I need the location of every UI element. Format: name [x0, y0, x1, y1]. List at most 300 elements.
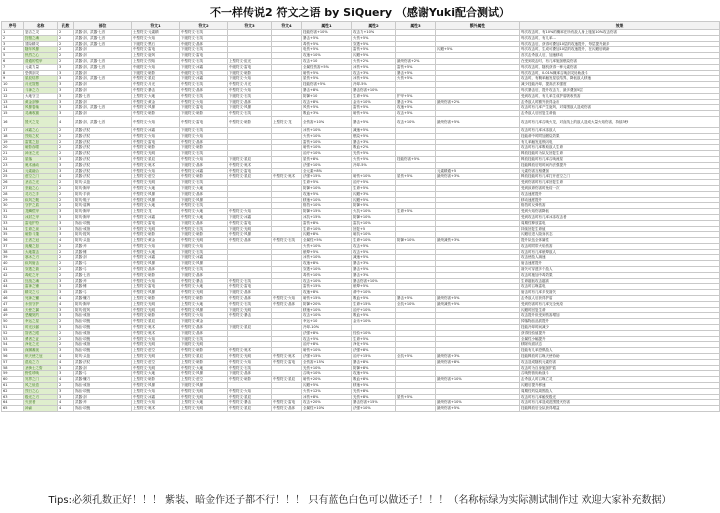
table-cell: 攻速+8% — [302, 290, 352, 296]
table-cell: 3 — [58, 168, 74, 174]
table-cell: 中型符文·火焰 — [132, 35, 180, 41]
runeword-name-cell: 烈焰之杖 — [24, 133, 58, 139]
table-cell: 41 — [2, 267, 24, 273]
table-cell: 暴击+3% — [352, 272, 396, 278]
table-cell: 光伤+8% — [352, 388, 396, 394]
table-cell: 12 — [2, 93, 24, 99]
table-cell: 下级符文·暗影 — [228, 70, 272, 76]
runeword-name-cell: 烈日之心 — [24, 388, 58, 394]
table-cell: 中型符文·火焰 — [180, 99, 228, 105]
table-cell: 中型符文·火焰 — [132, 168, 180, 174]
table-cell: 吸血+3% — [302, 111, 352, 117]
table-cell: 3 — [58, 220, 74, 226]
table-cell: 生命+5% — [302, 180, 352, 186]
table-cell: 饰品·项链 — [74, 319, 132, 325]
table-cell: 星伤+5% — [396, 174, 436, 180]
table-cell: 饰品·项链 — [74, 220, 132, 226]
table-cell: 攻击时有几率造成范围毁灭伤害 — [520, 400, 720, 406]
table-cell: 闪避+5% — [352, 197, 396, 203]
table-cell: 攻击使敌人减速 — [520, 255, 720, 261]
table-cell: 中型符文·暗影 — [132, 313, 180, 319]
table-cell: 8 — [2, 70, 24, 76]
table-cell: 下级符文·石英 — [180, 180, 228, 186]
table-cell: 防具·胸甲 — [74, 214, 132, 220]
table-cell: 2 — [58, 180, 74, 186]
runeword-name-cell: 毁灭之龙 — [24, 116, 58, 127]
table-cell: 中型符文·光明 — [132, 180, 180, 186]
table-cell: 下级符文·石英 — [180, 127, 228, 133]
table-cell: 40 — [2, 261, 24, 267]
runeword-name-cell: 狂战之魂 — [24, 278, 58, 284]
table-cell: 攻击时有几率眩晕敌人 — [520, 249, 720, 255]
table-cell: 全属性+10% — [302, 406, 352, 412]
table-cell: 武器·七首 — [74, 272, 132, 278]
runeword-name-cell: 雷电护符 — [24, 220, 58, 226]
table-cell: 全抗+10% — [396, 301, 436, 307]
table-cell: 中型符文·光明 — [132, 342, 180, 348]
runeword-name-cell: 狩猎之魂 — [24, 35, 58, 41]
table-cell: 中型符文·暗影 — [132, 145, 180, 151]
table-cell: 上型符文·星辰 — [180, 354, 228, 360]
table-cell: 下级符文·光明 — [228, 307, 272, 313]
table-cell: 饰品·戒指 — [74, 226, 132, 232]
tips-footer: Tips:必须孔数正好！！！ 紫装、暗金作还子都不行！！！ 只有蓝色白色可以做还子！！！（名称标绿为实际测试制作过 欢迎大家补充数据） — [48, 495, 672, 506]
table-cell: 下级符文·晶体 — [180, 162, 228, 168]
table-cell: 上型符文·光明 — [132, 354, 180, 360]
table-cell: 暴击伤害+10% — [352, 278, 396, 284]
runeword-name-cell: 净化之光 — [24, 342, 58, 348]
table-cell: 暗伤+10% — [352, 174, 396, 180]
table-cell: 3 — [58, 388, 74, 394]
table-cell: 防具·头盔 — [74, 354, 132, 360]
table-cell: 中型符文·奥术 — [132, 330, 180, 336]
table-cell: 中型符文·暗影 — [228, 377, 272, 383]
table-cell: 4 — [58, 400, 74, 406]
table-cell: 攻速+5% — [352, 371, 396, 377]
runeword-name-cell: 幸运之星 — [24, 319, 58, 325]
table-cell: 2 — [58, 330, 74, 336]
table-cell: 武器·法杖 — [74, 168, 132, 174]
runeword-name-cell: 黄金剑锋 — [24, 99, 58, 105]
table-cell: 28 — [2, 191, 24, 197]
table-cell: 攻击时召唤雷电 — [520, 284, 720, 290]
table-cell: 35 — [2, 232, 24, 238]
table-cell: 上型符文·黄金 — [132, 238, 180, 244]
table-cell: 防具·盾牌 — [74, 203, 132, 209]
runeword-name-cell: 龙鳞铠甲 — [24, 209, 58, 215]
table-cell: 23 — [2, 162, 24, 168]
table-cell: 中型符文·石英 — [272, 238, 302, 244]
table-cell: 暴击+5% — [352, 116, 396, 127]
table-cell: 每次攻击后，获得可叠加10层的攻速提升，每层提升最多 — [520, 41, 720, 47]
table-cell: 攻击+20% — [302, 400, 352, 406]
table-cell: 金币+10% — [352, 99, 396, 105]
table-cell: 中型符文·暗影 — [180, 296, 228, 302]
table-cell: 攻速+5% — [396, 105, 436, 111]
table-cell: 饰品·戒指 — [74, 383, 132, 389]
table-cell: 3 — [58, 307, 74, 313]
table-cell: 3 — [58, 105, 74, 111]
table-cell: 51 — [2, 325, 24, 331]
table-cell: 2 — [58, 243, 74, 249]
table-cell: 2 — [58, 267, 74, 273]
runeword-name-cell: 极光之刃 — [24, 394, 58, 400]
table-cell: 下级符文·石英 — [180, 35, 228, 41]
table-cell: 18 — [2, 133, 24, 139]
table-cell: 中型符文·奥术 — [272, 354, 302, 360]
table-cell: 下级符文·冰霜 — [228, 214, 272, 220]
table-cell: 毒伤+10% — [302, 272, 352, 278]
table-cell: 射击速度提升 — [520, 261, 720, 267]
table-cell: 上型符文·大地 — [180, 301, 228, 307]
table-cell: 61 — [2, 383, 24, 389]
runeword-name-cell: 神谕 — [24, 406, 58, 412]
table-cell: 53 — [2, 336, 24, 342]
table-cell: 武器·锤 — [74, 284, 132, 290]
table-cell: 3 — [58, 70, 74, 76]
runeword-name-cell: 穿透之箭 — [24, 267, 58, 273]
table-cell: 中型符文·火焰 — [228, 87, 272, 93]
table-cell: 受到攻击时有几率冰冻攻击者 — [520, 214, 720, 220]
table-cell: 9 — [2, 76, 24, 82]
column-header: 额外属性 — [436, 22, 520, 30]
table-cell: 全属性伤害+5% — [302, 64, 352, 70]
table-cell: 格挡时反弹伤害 — [520, 203, 720, 209]
table-cell: 上型符文·暗影 — [132, 296, 180, 302]
table-cell: 下级符文·晶体 — [180, 330, 228, 336]
table-cell: 技能伤害+5% — [302, 82, 352, 88]
table-cell: 雷伤+5% — [352, 47, 396, 53]
table-cell: 上型符文·大地 — [180, 400, 228, 406]
table-cell: 中型符文·月光 — [132, 82, 180, 88]
table-cell: 2 — [58, 151, 74, 157]
table-cell: 攻击速度提升 — [520, 191, 720, 197]
table-cell: 饰品·项链 — [74, 406, 132, 412]
table-cell: 48 — [2, 307, 24, 313]
table-cell: 武器·弓 — [74, 261, 132, 267]
table-cell: 暗伤+15% — [302, 296, 352, 302]
table-cell: 55 — [2, 348, 24, 354]
table-cell: 火伤+10% — [302, 243, 352, 249]
table-cell: 2 — [58, 30, 74, 36]
column-header: 孔数 — [58, 22, 74, 30]
table-cell: 中型符文·雷电 — [132, 47, 180, 53]
table-cell: 有几率触发连锁闪电 — [520, 139, 720, 145]
table-cell: 34 — [2, 226, 24, 232]
table-cell: 24 — [2, 168, 24, 174]
runeword-name-cell: 野性呼唤 — [24, 371, 58, 377]
table-cell: 中型符文·大地 — [180, 214, 228, 220]
table-cell: 中型符文·暴击 — [180, 278, 228, 284]
table-cell: 中型符文·风暴 — [228, 232, 272, 238]
table-cell: 15 — [2, 111, 24, 117]
table-cell: 释放技能时有几率打开虚空之门 — [520, 174, 720, 180]
table-cell: 25 — [2, 174, 24, 180]
table-cell: 首次击杀敌人后，加速移动 — [520, 53, 720, 59]
table-cell: 吸血+2% — [352, 145, 396, 151]
table-cell: 饰品·戒指 — [74, 330, 132, 336]
table-cell: 下级符文·冰霜 — [180, 76, 228, 82]
table-cell: 冷却-5% — [352, 162, 396, 168]
table-cell: 59 — [2, 371, 24, 377]
table-cell: 最终伤害+8% — [436, 359, 520, 365]
table-cell: 下级符文·火焰 — [180, 133, 228, 139]
table-cell: 生命+10% — [352, 238, 396, 244]
runeword-name-cell: 月光智慧 — [24, 82, 58, 88]
table-cell: 冰伤+10% — [302, 127, 352, 133]
runeword-name-cell: 炎魔之怒 — [24, 243, 58, 249]
table-cell: 44 — [2, 284, 24, 290]
runeword-name-cell: 天使之翼 — [24, 307, 58, 313]
runeword-name-cell: 灵巧之手 — [24, 191, 58, 197]
table-cell: 武器·七首 — [74, 93, 132, 99]
table-cell: 3 — [58, 313, 74, 319]
table-cell: 生命越低攻击越高 — [520, 278, 720, 284]
table-cell: 中型符文·雷电 — [132, 139, 180, 145]
table-cell: 冰伤+8% — [302, 394, 352, 400]
table-cell: 2 — [58, 336, 74, 342]
table-cell: 2 — [58, 41, 74, 47]
table-cell: 攻速+8% — [302, 261, 352, 267]
table-cell: 中型符文·晶体 — [272, 301, 302, 307]
table-cell: 中型符文·雷电 — [272, 400, 302, 406]
table-cell: 冰抗+15% — [302, 214, 352, 220]
table-cell: 4 — [58, 174, 74, 180]
table-cell: 2 — [58, 145, 74, 151]
table-cell: 52 — [2, 330, 24, 336]
table-cell: 3 — [58, 325, 74, 331]
table-cell: 获得经验值提升 — [520, 330, 720, 336]
table-cell: 闪避+3% — [352, 191, 396, 197]
table-cell: 上型符文·旋风 — [132, 53, 180, 59]
table-cell: 饰品·项链 — [74, 388, 132, 394]
table-cell: 中型符文·火焰 — [132, 133, 180, 139]
table-cell: 1 — [2, 30, 24, 36]
table-cell: 3 — [58, 93, 74, 99]
table-cell: 防具·头盔 — [74, 238, 132, 244]
table-cell: 中型符文·晶体 — [180, 87, 228, 93]
runeword-name-cell: 暗影吞噬 — [24, 145, 58, 151]
table-cell: 生命+5% — [352, 185, 396, 191]
table-cell: 下级符文·风暴 — [180, 261, 228, 267]
table-cell: 闪避后提升移速 — [520, 383, 720, 389]
table-cell: 中型符文·光明 — [132, 151, 180, 157]
runeword-name-cell: 冰封之甲 — [24, 214, 58, 220]
table-cell: 50 — [2, 319, 24, 325]
table-cell: 攻击时有几率冰冻敌人 — [520, 127, 720, 133]
table-cell: 雷伤+5% — [396, 64, 436, 70]
table-cell: 中型符文·晶体 — [132, 267, 180, 273]
table-cell: 最终伤害+5% — [436, 296, 520, 302]
table-cell: 防御+8% — [352, 365, 396, 371]
table-cell: 3 — [58, 394, 74, 400]
table-cell: 中级符文·石英 — [180, 70, 228, 76]
table-cell: 下级符文·风暴 — [180, 383, 228, 389]
table-cell: 中型符文·石英 — [180, 267, 228, 273]
runeword-table-wrapper — [1, 21, 719, 412]
table-cell: 武器·剑、武器·七首 — [74, 64, 132, 70]
table-cell: 中型符文·星辰 — [132, 76, 180, 82]
table-cell: 武器·法杖 — [74, 359, 132, 365]
table-cell: 武器·剑、武器·七首 — [74, 76, 132, 82]
table-cell: 下级符文·晶体 — [180, 220, 228, 226]
table-cell: 攻击时，有概率触发星辰结界，降低敌人移速 — [520, 76, 720, 82]
table-cell: 中型符文·石英 — [180, 203, 228, 209]
table-cell: 下级符文·黄金 — [180, 319, 228, 325]
table-cell: 49 — [2, 313, 24, 319]
table-cell: 上型符文·虚空 — [180, 377, 228, 383]
runeword-name-cell: 混沌之力 — [24, 359, 58, 365]
table-cell: 中型符文·火焰 — [228, 388, 272, 394]
table-cell: 攻击时施加中毒效果 — [520, 272, 720, 278]
page-title: 不一样传说2 符文之语 by SiQuery （感谢Yuki配合测试） — [209, 6, 511, 19]
runeword-name-cell: 圣洁之光 — [24, 180, 58, 186]
table-cell: 3 — [58, 111, 74, 117]
table-cell: 武器·剑 — [74, 47, 132, 53]
table-cell: 中型符文·暴击 — [228, 313, 272, 319]
table-cell: 中型符文·黄金 — [132, 99, 180, 105]
table-cell: 冷却-5% — [352, 82, 396, 88]
table-cell: 上型符文·光明 — [132, 301, 180, 307]
table-cell: 武器·剑、武器·七首 — [74, 41, 132, 47]
table-cell: 11 — [2, 87, 24, 93]
table-cell: 中型符文·暗影 — [180, 174, 228, 180]
table-cell: 每次暴击后，提升攻击力，最多叠加5层 — [520, 87, 720, 93]
table-cell: 武器·法杖 — [74, 174, 132, 180]
table-cell: 43 — [2, 278, 24, 284]
table-cell: 上型符文·虚空 — [132, 359, 180, 365]
table-cell: 上型符文·烈焰 — [132, 58, 180, 64]
table-cell: 最终伤害+3% — [436, 354, 520, 360]
table-cell: 眩晕+5% — [352, 284, 396, 290]
table-cell: 防御+10 — [302, 93, 352, 99]
table-cell: 饰品·项链 — [74, 336, 132, 342]
table-cell: 中型符文·风暴 — [132, 197, 180, 203]
table-cell: 下级符文·晶体 — [228, 290, 272, 296]
table-cell: 元素伤害互相叠加 — [520, 168, 720, 174]
table-cell: 移动速度提升 — [520, 197, 720, 203]
table-cell: 最终伤害+2% — [436, 99, 520, 105]
table-cell: 全伤害+15% — [302, 359, 352, 365]
table-cell: 38 — [2, 249, 24, 255]
table-cell: 中型符文·星辰 — [132, 319, 180, 325]
table-cell: 武器·法杖 — [74, 145, 132, 151]
table-cell: 中型符文·光明 — [228, 354, 272, 360]
table-cell: 攻击+5% — [352, 243, 396, 249]
table-cell: 武器·斧 — [74, 243, 132, 249]
table-cell: 武器·剑、武器·七首 — [74, 35, 132, 41]
runeword-name-cell: 冒险精灵 — [24, 41, 58, 47]
runeword-name-cell: 斗神之力 — [24, 87, 58, 93]
runeword-name-cell: 普通的铠甲 — [24, 58, 58, 64]
runeword-name-cell: 元素融合 — [24, 168, 58, 174]
table-cell: 火伤+5% — [352, 156, 396, 162]
table-cell: 中型符文·光明 — [180, 290, 228, 296]
table-cell: 土型符文·元素精 — [132, 30, 180, 36]
column-header: 符文4 — [272, 22, 302, 30]
table-cell: 护甲+5% — [396, 93, 436, 99]
table-cell: 中型符文·石英 — [228, 111, 272, 117]
table-cell: 风伤+5% — [302, 105, 352, 111]
table-cell: 中型符文·冰霜 — [132, 214, 180, 220]
table-cell: 4 — [2, 47, 24, 53]
table-cell: 中型符文·星辰 — [132, 156, 180, 162]
table-cell: 56 — [2, 354, 24, 360]
table-cell: 3 — [58, 226, 74, 232]
runeword-name-cell: 虚空之门 — [24, 174, 58, 180]
table-row — [2, 116, 720, 127]
table-cell: 中型符文·大地 — [180, 284, 228, 290]
table-cell: 中型符文·冰霜 — [132, 127, 180, 133]
table-cell: 火伤+12% — [302, 388, 352, 394]
table-cell: 13 — [2, 99, 24, 105]
table-cell: 中型符文·月光 — [228, 82, 272, 88]
table-cell: 经验+10% — [352, 330, 396, 336]
table-cell: 饰品·项链 — [74, 348, 132, 354]
table-cell: 最终伤害+5% — [436, 406, 520, 412]
runeword-name-cell: 生命之泉 — [24, 226, 58, 232]
table-cell: 攻击时为自身施加护盾 — [520, 365, 720, 371]
table-cell: 26 — [2, 180, 24, 186]
table-cell: 中型符文·石英 — [180, 226, 228, 232]
table-cell: 30 — [2, 203, 24, 209]
table-cell: 饰品·戒指 — [74, 313, 132, 319]
table-cell: 暗抗+10% — [352, 232, 396, 238]
runeword-name-cell: 大地震击 — [24, 249, 58, 255]
table-cell: 闪避+5% — [436, 47, 520, 53]
table-cell: 武器·剑、武器·七首 — [74, 116, 132, 127]
table-cell: 中型符文·冰霜 — [180, 168, 228, 174]
table-cell: 攻击+5% — [352, 249, 396, 255]
table-cell: 最终伤害+5% — [436, 116, 520, 127]
table-cell: 最终伤害+10% — [436, 377, 520, 383]
runeword-name-cell: 随年风暴 — [24, 47, 58, 53]
table-cell: 2 — [58, 383, 74, 389]
table-cell: 2 — [58, 261, 74, 267]
table-cell: 技能释放后短时间内法强提升 — [520, 162, 720, 168]
table-cell: 燃烧+5% — [352, 133, 396, 139]
table-cell: 全伤害+10% — [302, 116, 352, 127]
table-cell: 2 — [58, 133, 74, 139]
table-cell: 武器·剑 — [74, 255, 132, 261]
table-cell: 中型符文·暗影 — [180, 348, 228, 354]
table-cell: 中型符文·奥术 — [228, 348, 272, 354]
runeword-name-cell: 雷神之锤 — [24, 284, 58, 290]
table-cell: 下级符文·石英 — [228, 93, 272, 99]
table-cell: 防御+10% — [302, 185, 352, 191]
table-cell: 净化+5% — [352, 342, 396, 348]
table-cell: 下级符文·石英 — [180, 151, 228, 157]
table-cell: 上型符文·龙 — [132, 209, 180, 215]
table-cell: 下级符文·光明 — [228, 226, 272, 232]
table-cell: 暗伤+5% — [302, 70, 352, 76]
table-cell: 3 — [58, 290, 74, 296]
table-cell: 最终伤害+2% — [396, 58, 436, 64]
table-cell: 移速+5% — [352, 383, 396, 389]
table-cell: 下级符文·光明 — [180, 342, 228, 348]
table-cell: 3 — [58, 214, 74, 220]
table-cell: 回复+5 — [352, 226, 396, 232]
table-cell: 中型符文·大地 — [132, 249, 180, 255]
table-cell: 54 — [2, 342, 24, 348]
table-cell: 火伤+5% — [352, 35, 396, 41]
column-header: 部位 — [74, 22, 132, 30]
table-cell: 命中+10% — [352, 290, 396, 296]
table-cell: 每次攻击时，有10%的概率在所有敌人身上施加10%攻击伤害 — [520, 30, 720, 36]
table-cell: 减速+5% — [352, 127, 396, 133]
table-cell: 生命+15% — [352, 301, 396, 307]
table-cell: 毒伤+5% — [302, 41, 352, 47]
